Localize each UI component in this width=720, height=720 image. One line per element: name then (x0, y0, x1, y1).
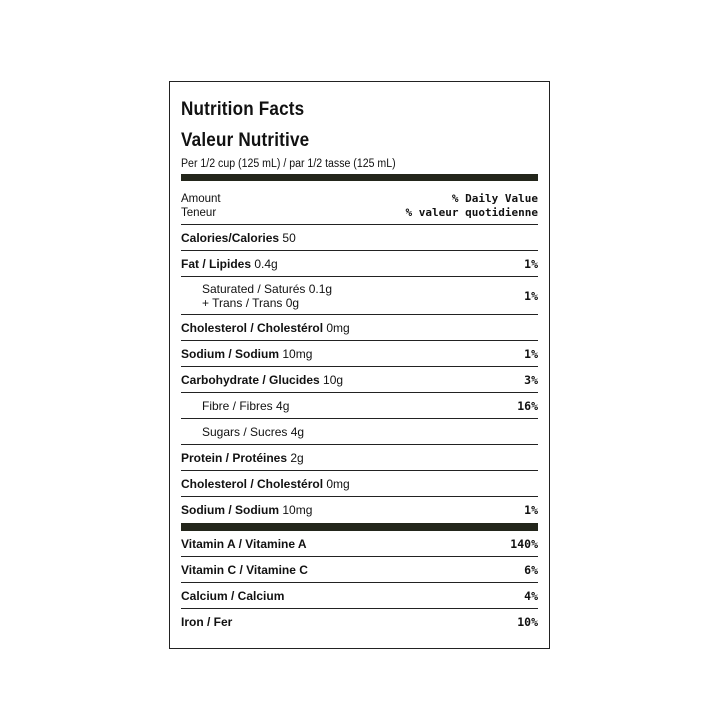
serving-size: Per 1/2 cup (125 mL) / par 1/2 tasse (125 mL) (181, 158, 396, 170)
daily-value: 10% (517, 615, 538, 629)
row-fibre (181, 393, 538, 419)
daily-value: 1% (524, 256, 538, 271)
nutrient-name: Fat / Lipides 0.4g (181, 256, 278, 271)
row-saturated-trans (181, 277, 538, 315)
title-english: Nutrition Facts (181, 99, 305, 120)
nutrient-name: Sugars / Sucres 4g (202, 424, 305, 439)
row-vitamin-a (181, 531, 538, 557)
row-fat (181, 251, 538, 277)
row-calcium (181, 583, 538, 609)
row-vitamin-c (181, 557, 538, 583)
row-cholesterol-2 (181, 471, 538, 497)
nutrient-name: Carbohydrate / Glucides 10g (181, 372, 344, 387)
nutrient-name: Iron / Fer (181, 615, 233, 629)
nutrient-name: Vitamin A / Vitamine A (181, 536, 307, 551)
daily-value: 1% (524, 288, 538, 303)
row-protein (181, 445, 538, 471)
nutrient-name: Fibre / Fibres 4g (202, 398, 290, 413)
nutrient-name: Cholesterol / Cholestérol 0mg (181, 320, 350, 335)
row-sodium-2 (181, 497, 538, 523)
daily-value: 16% (517, 398, 538, 413)
daily-value: 1% (524, 503, 538, 517)
nutrient-name: Protein / Protéines 2g (181, 450, 304, 465)
nutrient-name: Saturated / Saturés 0.1g + Trans / Trans 0g (202, 281, 333, 310)
nutrient-name: Calories/Calories 50 (181, 230, 296, 245)
nutrient-name: Sodium / Sodium 10mg (181, 346, 313, 361)
nutrient-name: Vitamin C / Vitamine C (181, 562, 308, 577)
thick-divider-top (181, 174, 538, 181)
row-sugars (181, 419, 538, 445)
amount-header-en: Amount (181, 193, 221, 205)
thick-divider-vitamins (181, 523, 538, 531)
daily-value-header-fr: % valeur quotidienne (405, 206, 538, 219)
daily-value: 4% (524, 588, 538, 603)
daily-value: 1% (524, 346, 538, 361)
daily-value: 140% (510, 536, 538, 551)
daily-value-header (406, 192, 538, 220)
row-carbohydrate (181, 367, 538, 393)
daily-value: 6% (524, 562, 538, 577)
nutrient-name: Calcium / Calcium (181, 588, 285, 603)
nutrient-name: Cholesterol / Cholestérol 0mg (181, 476, 350, 491)
amount-header-fr: Teneur (181, 207, 217, 219)
nutrition-facts-label (169, 81, 550, 649)
row-calories (181, 225, 538, 251)
nutrient-name: Sodium / Sodium 10mg (181, 503, 313, 517)
amount-header (181, 192, 221, 220)
row-cholesterol (181, 315, 538, 341)
column-header (181, 181, 538, 225)
daily-value: 3% (524, 372, 538, 387)
daily-value-header-en: % Daily Value (451, 192, 538, 205)
title-french: Valeur Nutritive (181, 130, 310, 151)
row-sodium (181, 341, 538, 367)
row-iron (181, 609, 538, 635)
